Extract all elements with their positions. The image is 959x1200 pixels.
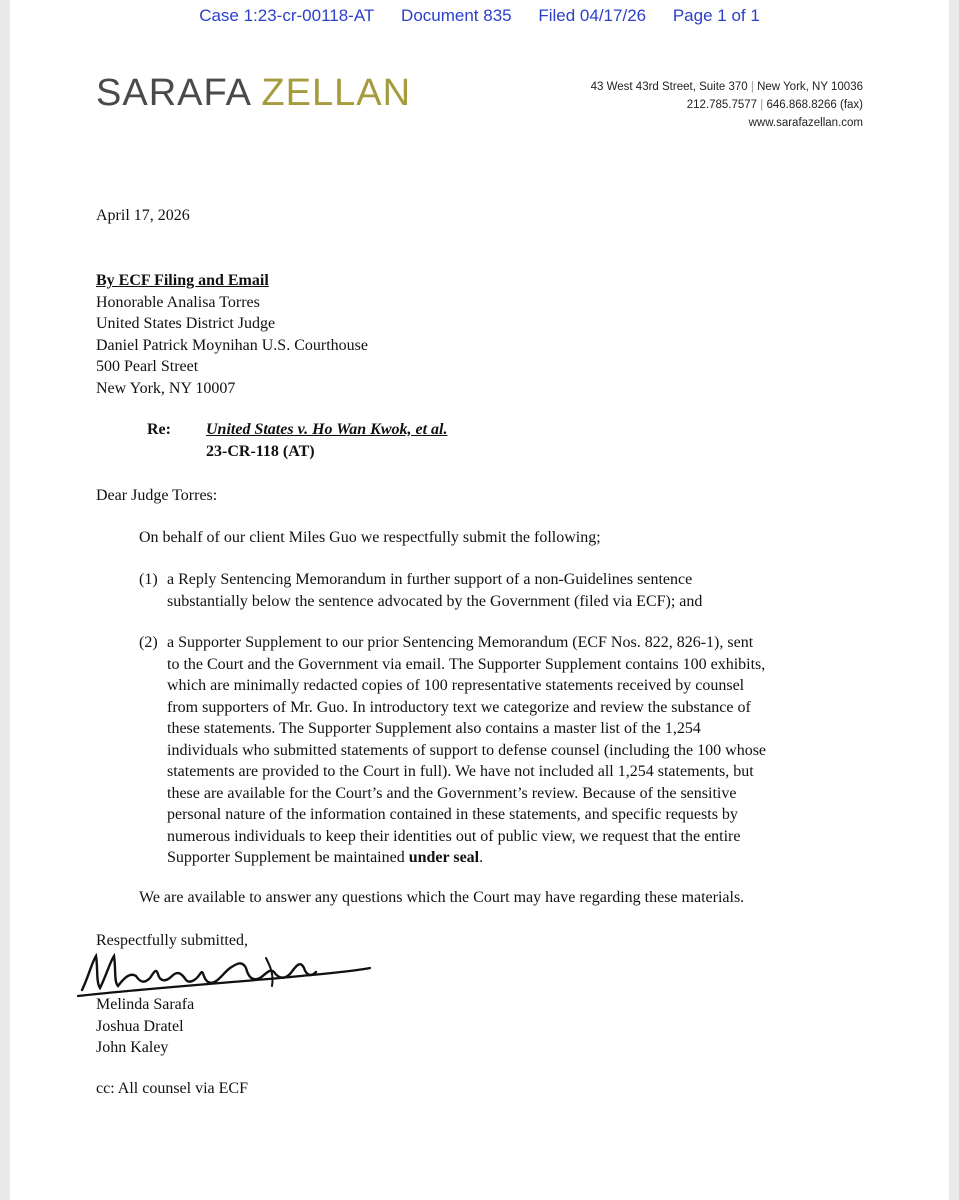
list-item-line: substantially below the sentence advocated by the Government (filed via ECF); and bbox=[167, 592, 703, 610]
list-item-line: numerous individuals to keep their identities out of public view, we request that the entire bbox=[167, 827, 741, 845]
list-item-line: a Supporter Supplement to our prior Sentencing Memorandum (ECF Nos. 822, 826-1), sent bbox=[167, 634, 754, 651]
separator: | bbox=[750, 81, 754, 93]
addressee-line: 500 Pearl Street bbox=[96, 358, 199, 375]
fax-number: 646.868.8266 (fax) bbox=[766, 99, 863, 111]
city-address: New York, NY 10036 bbox=[757, 81, 863, 93]
delivery-method: By ECF Filing and Email bbox=[96, 272, 269, 289]
list-item-number: (2) bbox=[139, 634, 158, 651]
firm-name-first: SARAFA bbox=[96, 72, 250, 114]
firm-website: www.sarafazellan.com bbox=[748, 117, 863, 129]
addressee-line: Daniel Patrick Moynihan U.S. Courthouse bbox=[96, 336, 368, 354]
list-item-line: personal nature of the information contained in these statements, and specific requests by bbox=[167, 806, 738, 823]
separator: | bbox=[760, 99, 764, 111]
list-item-body bbox=[167, 632, 766, 869]
firm-address-line bbox=[591, 78, 863, 96]
page-count: Page 1 of 1 bbox=[672, 6, 760, 25]
list-item-number: (1) bbox=[139, 571, 158, 588]
phone-number: 212.785.7577 bbox=[686, 99, 758, 111]
page-edge-right bbox=[949, 0, 959, 1200]
list-item-line: these are available for the Court’s and the Government’s review. Because of the sensitive bbox=[167, 784, 737, 802]
list-item-body bbox=[167, 569, 702, 612]
letter-date: April 17, 2026 bbox=[96, 207, 190, 224]
case-docket-number: 23-CR-118 (AT) bbox=[206, 442, 315, 460]
addressee-line: New York, NY 10007 bbox=[96, 379, 236, 397]
list-item-line: from supporters of Mr. Guo. In introductory text we categorize and review the substance of bbox=[167, 698, 751, 716]
list-item-line: individuals who submitted statements of support to defense counsel (including the 100 whose bbox=[167, 741, 767, 759]
signer-name: John Kaley bbox=[96, 1039, 169, 1056]
last-line-period: . bbox=[479, 849, 484, 866]
case-caption: United States v. Ho Wan Kwok, et al. bbox=[206, 421, 448, 438]
filing-stamp bbox=[0, 6, 959, 26]
addressee-block bbox=[96, 270, 368, 399]
re-block bbox=[206, 419, 448, 462]
list-item-line: these statements. The Supporter Supplement also contains a master list of the 1,254 bbox=[167, 720, 701, 737]
cc-line: cc: All counsel via ECF bbox=[96, 1080, 248, 1097]
case-number: Case 1:23-cr-00118-AT bbox=[199, 6, 375, 25]
street-address: 43 West 43rd Street, Suite 370 bbox=[590, 81, 748, 93]
page-edge-left bbox=[0, 0, 10, 1200]
signer-name: Joshua Dratel bbox=[96, 1017, 184, 1035]
signer-list bbox=[96, 994, 194, 1059]
list-item-line: statements are provided to the Court in full). We have not included all 1,254 statements, but bbox=[167, 763, 754, 780]
list-item-last-line bbox=[167, 847, 766, 869]
firm-logo bbox=[96, 69, 411, 117]
firm-name-second: ZELLAN bbox=[261, 72, 412, 114]
firm-phone-line bbox=[591, 96, 863, 114]
filed-date: Filed 04/17/26 bbox=[538, 6, 647, 25]
intro-paragraph: On behalf of our client Miles Guo we respectfully submit the following; bbox=[139, 529, 601, 546]
under-seal-emphasis: under seal bbox=[408, 849, 480, 866]
availability-paragraph: We are available to answer any questions which the Court may have regarding these materials. bbox=[139, 889, 745, 906]
closing: Respectfully submitted, bbox=[96, 932, 248, 949]
document-number: Document 835 bbox=[401, 6, 512, 25]
signer-name: Melinda Sarafa bbox=[96, 996, 195, 1013]
re-label: Re: bbox=[147, 421, 171, 438]
firm-address-block bbox=[591, 78, 863, 132]
list-item-line: a Reply Sentencing Memorandum in further support of a non-Guidelines sentence bbox=[167, 571, 693, 588]
last-line-text: Supporter Supplement be maintained bbox=[167, 849, 409, 866]
list-item-line: to the Court and the Government via email. The Supporter Supplement contains 100 exhibits, bbox=[167, 655, 766, 673]
salutation: Dear Judge Torres: bbox=[96, 487, 218, 504]
list-item-line: which are minimally redacted copies of 100 representative statements received by counsel bbox=[167, 677, 745, 694]
addressee-line: United States District Judge bbox=[96, 315, 276, 332]
addressee-line: Honorable Analisa Torres bbox=[96, 293, 260, 311]
